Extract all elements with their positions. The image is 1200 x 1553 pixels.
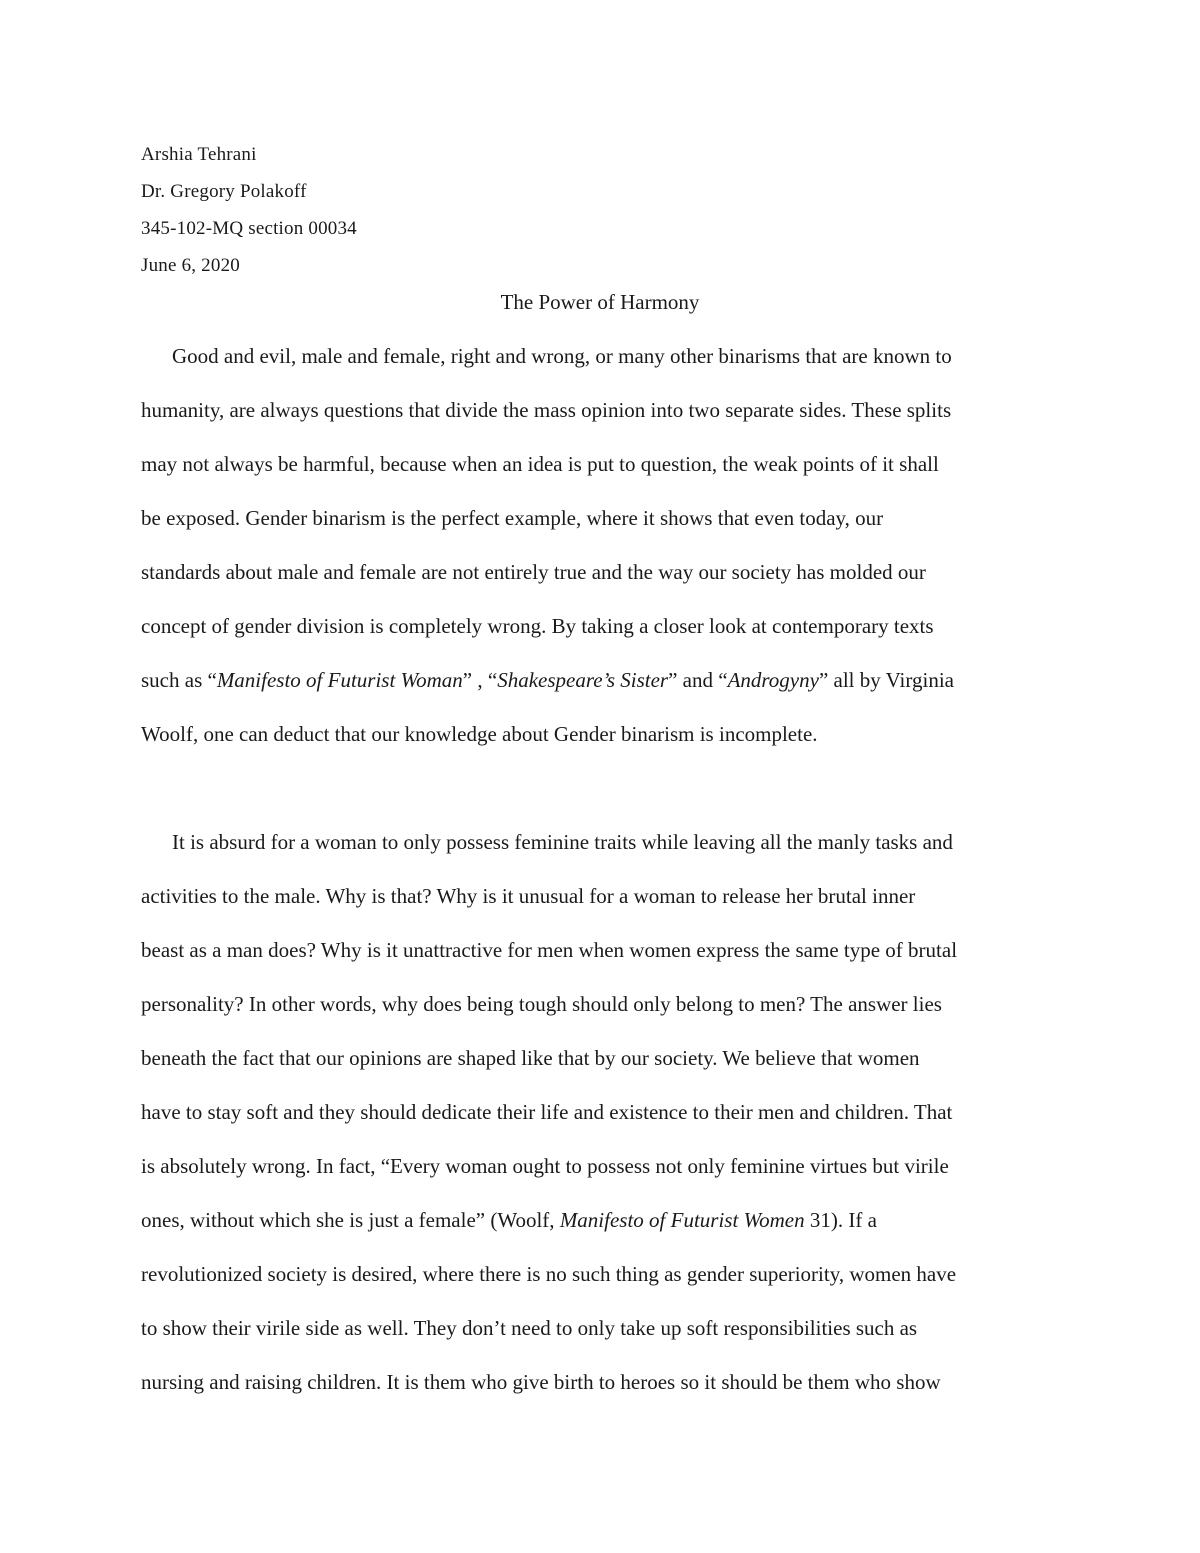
cited-title: Manifesto of Futurist Woman — [216, 668, 463, 692]
paragraph-line — [141, 1208, 877, 1233]
paragraph-line: nursing and raising children. It is them who give birth to heroes so it should be them who show — [141, 1370, 941, 1394]
course-section: 345-102-MQ section 00034 — [141, 218, 357, 239]
text-run: such as “ — [141, 668, 217, 692]
paragraph-line: It is absurd for a woman to only possess feminine traits while leaving all the manly tasks and — [172, 830, 953, 854]
instructor-name: Dr. Gregory Polakoff — [141, 181, 307, 202]
paragraph-line: is absolutely wrong. In fact, “Every woman ought to possess not only feminine virtues but virile — [141, 1154, 949, 1178]
paragraph-line: beast as a man does? Why is it unattractive for men when women express the same type of brutal — [141, 938, 958, 962]
paragraph-line: may not always be harmful, because when an idea is put to question, the weak points of it shall — [141, 452, 939, 476]
paragraph-line: activities to the male. Why is that? Why is it unusual for a woman to release her brutal inner — [141, 884, 916, 908]
paragraph-line: to show their virile side as well. They don’t need to only take up soft responsibilities such as — [141, 1316, 918, 1340]
paragraph-line: Woolf, one can deduct that our knowledge about Gender binarism is incomplete. — [141, 722, 818, 746]
author-name: Arshia Tehrani — [141, 144, 257, 165]
essay-title: The Power of Harmony — [500, 290, 700, 314]
paragraph-line: beneath the fact that our opinions are shaped like that by our society. We believe that women — [141, 1046, 920, 1070]
paragraph-line: be exposed. Gender binarism is the perfect example, where it shows that even today, our — [141, 506, 884, 530]
cited-title: Androgyny — [727, 668, 819, 692]
text-run: ” and “ — [668, 668, 728, 692]
cited-title: Manifesto of Futurist Women — [559, 1208, 805, 1232]
document-date: June 6, 2020 — [141, 255, 240, 276]
cited-title: Shakespeare’s Sister — [497, 668, 669, 692]
text-run: ” all by Virginia — [818, 668, 954, 692]
paragraph-line: have to stay soft and they should dedicate their life and existence to their men and children. That — [141, 1100, 953, 1124]
paragraph-line — [141, 668, 954, 693]
paragraph-line: standards about male and female are not entirely true and the way our society has molded our — [141, 560, 926, 584]
paragraph-line: humanity, are always questions that divide the mass opinion into two separate sides. These splits — [141, 398, 952, 422]
paragraph-line: personality? In other words, why does being tough should only belong to men? The answer lies — [141, 992, 942, 1016]
paragraph-line: concept of gender division is completely wrong. By taking a closer look at contemporary texts — [141, 614, 934, 638]
paragraph-line: revolutionized society is desired, where there is no such thing as gender superiority, women have — [141, 1262, 957, 1286]
text-run: 31). If a — [804, 1208, 877, 1232]
paragraph-line: Good and evil, male and female, right and wrong, or many other binarisms that are known to — [172, 344, 952, 368]
text-run: ones, without which she is just a female” (Woolf, — [141, 1208, 560, 1232]
text-run: ” , “ — [462, 668, 498, 692]
